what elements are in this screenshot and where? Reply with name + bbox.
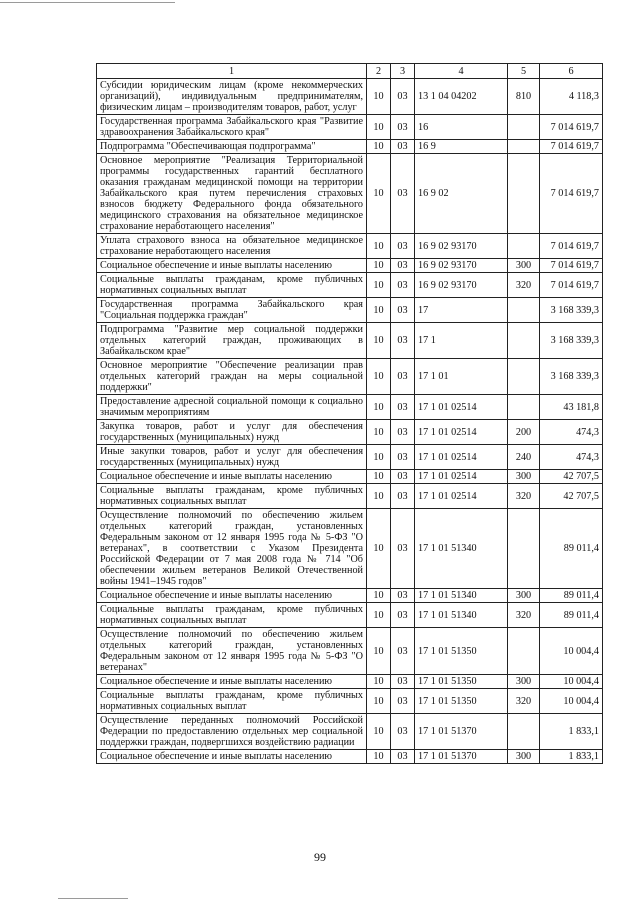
table-row (97, 323, 603, 359)
row-amount: 7 014 619,7 (540, 273, 603, 298)
row-section: 10 (367, 298, 391, 323)
row-section: 10 (367, 420, 391, 445)
row-amount: 7 014 619,7 (540, 115, 603, 140)
row-subsection: 03 (391, 589, 415, 603)
row-target-article: 17 1 01 02514 (415, 395, 508, 420)
row-section: 10 (367, 470, 391, 484)
row-amount: 89 011,4 (540, 589, 603, 603)
row-section: 10 (367, 154, 391, 234)
row-subsection: 03 (391, 273, 415, 298)
row-section: 10 (367, 234, 391, 259)
table-body (97, 79, 603, 764)
row-section: 10 (367, 79, 391, 115)
column-header-5: 5 (508, 64, 540, 79)
row-name: Социальное обеспечение и иные выплаты населению (97, 259, 367, 273)
row-amount: 474,3 (540, 445, 603, 470)
footnote-separator-line (58, 898, 128, 899)
row-subsection: 03 (391, 323, 415, 359)
table-row (97, 79, 603, 115)
row-subsection: 03 (391, 675, 415, 689)
table-header-row (97, 64, 603, 79)
row-subsection: 03 (391, 484, 415, 509)
table-row (97, 115, 603, 140)
row-amount: 43 181,8 (540, 395, 603, 420)
row-amount: 7 014 619,7 (540, 154, 603, 234)
row-name: Социальное обеспечение и иные выплаты населению (97, 750, 367, 764)
row-subsection: 03 (391, 445, 415, 470)
row-amount: 3 168 339,3 (540, 298, 603, 323)
row-amount: 42 707,5 (540, 484, 603, 509)
row-section: 10 (367, 628, 391, 675)
row-subsection: 03 (391, 603, 415, 628)
page-number: 99 (314, 850, 326, 864)
row-expense-type: 300 (508, 675, 540, 689)
row-target-article: 17 1 01 02514 (415, 470, 508, 484)
row-section: 10 (367, 589, 391, 603)
row-target-article: 17 1 01 51340 (415, 509, 508, 589)
row-section: 10 (367, 140, 391, 154)
row-expense-type: 300 (508, 470, 540, 484)
row-target-article: 17 1 01 51350 (415, 675, 508, 689)
row-expense-type (508, 359, 540, 395)
table-row (97, 509, 603, 589)
row-amount: 7 014 619,7 (540, 140, 603, 154)
row-amount: 7 014 619,7 (540, 234, 603, 259)
row-section: 10 (367, 714, 391, 750)
row-expense-type: 300 (508, 589, 540, 603)
row-expense-type (508, 115, 540, 140)
row-section: 10 (367, 445, 391, 470)
table-row (97, 395, 603, 420)
row-section: 10 (367, 273, 391, 298)
row-expense-type (508, 140, 540, 154)
row-expense-type (508, 509, 540, 589)
table-row (97, 259, 603, 273)
row-amount: 89 011,4 (540, 509, 603, 589)
row-target-article: 17 1 01 02514 (415, 420, 508, 445)
row-name: Субсидии юридическим лицам (кроме некоммерческих организаций), индивидуальным предпринимателям, физическим лицам – производителям товаров, работ, услуг (97, 79, 367, 115)
table-row (97, 359, 603, 395)
row-name: Социальное обеспечение и иные выплаты населению (97, 589, 367, 603)
row-target-article: 17 1 01 51370 (415, 714, 508, 750)
row-expense-type (508, 395, 540, 420)
row-expense-type: 300 (508, 750, 540, 764)
row-target-article: 17 1 (415, 323, 508, 359)
row-section: 10 (367, 509, 391, 589)
row-target-article: 17 1 01 51340 (415, 589, 508, 603)
table-row (97, 420, 603, 445)
row-subsection: 03 (391, 234, 415, 259)
row-name: Социальные выплаты гражданам, кроме публичных нормативных социальных выплат (97, 689, 367, 714)
row-expense-type (508, 298, 540, 323)
row-expense-type (508, 323, 540, 359)
row-expense-type (508, 714, 540, 750)
table-row (97, 628, 603, 675)
row-section: 10 (367, 395, 391, 420)
row-name: Социальное обеспечение и иные выплаты населению (97, 675, 367, 689)
row-target-article: 17 1 01 51350 (415, 628, 508, 675)
row-amount: 89 011,4 (540, 603, 603, 628)
row-subsection: 03 (391, 470, 415, 484)
row-target-article: 17 1 01 51350 (415, 689, 508, 714)
column-header-1: 1 (97, 64, 367, 79)
table-row (97, 714, 603, 750)
row-subsection: 03 (391, 140, 415, 154)
row-target-article: 17 (415, 298, 508, 323)
row-amount: 10 004,4 (540, 689, 603, 714)
row-name: Осуществление полномочий по обеспечению жильем отдельных категорий граждан, установленных Федеральным законом от 12 января 1995 года № 5-ФЗ "О ветеранах" (97, 628, 367, 675)
row-subsection: 03 (391, 509, 415, 589)
row-expense-type: 320 (508, 689, 540, 714)
row-expense-type: 320 (508, 484, 540, 509)
row-section: 10 (367, 689, 391, 714)
row-target-article: 17 1 01 02514 (415, 484, 508, 509)
row-name: Подпрограмма "Развитие мер социальной поддержки отдельных категорий граждан, проживающих в Забайкальском крае" (97, 323, 367, 359)
table-row (97, 445, 603, 470)
row-name: Иные закупки товаров, работ и услуг для обеспечения государственных (муниципальных) нужд (97, 445, 367, 470)
row-section: 10 (367, 115, 391, 140)
row-target-article: 17 1 01 51370 (415, 750, 508, 764)
row-subsection: 03 (391, 689, 415, 714)
row-expense-type: 200 (508, 420, 540, 445)
row-section: 10 (367, 750, 391, 764)
row-name: Осуществление переданных полномочий Российской Федерации по предоставлению отдельных мер социальной поддержки граждан, подвергшихся воздействию радиации (97, 714, 367, 750)
table-row (97, 140, 603, 154)
row-amount: 3 168 339,3 (540, 359, 603, 395)
row-subsection: 03 (391, 628, 415, 675)
row-name: Социальные выплаты гражданам, кроме публичных нормативных социальных выплат (97, 603, 367, 628)
row-section: 10 (367, 359, 391, 395)
row-target-article: 16 9 (415, 140, 508, 154)
row-expense-type: 240 (508, 445, 540, 470)
row-subsection: 03 (391, 395, 415, 420)
row-target-article: 17 1 01 02514 (415, 445, 508, 470)
row-subsection: 03 (391, 79, 415, 115)
table-row (97, 589, 603, 603)
row-target-article: 16 9 02 93170 (415, 234, 508, 259)
table-row (97, 675, 603, 689)
row-target-article: 16 9 02 (415, 154, 508, 234)
row-name: Основное мероприятие "Реализация Территориальной программы государственных гарантий бесплатного оказания гражданам медицинской помощи на территории Забайкальского края путем перечисления страховых взносов бюджету Федерального фонда обязательного медицинского страхования на обязательное медицинское страхование неработающего населения" (97, 154, 367, 234)
row-amount: 42 707,5 (540, 470, 603, 484)
row-target-article: 17 1 01 51340 (415, 603, 508, 628)
row-section: 10 (367, 603, 391, 628)
row-subsection: 03 (391, 750, 415, 764)
column-header-2: 2 (367, 64, 391, 79)
row-section: 10 (367, 484, 391, 509)
row-target-article: 17 1 01 (415, 359, 508, 395)
row-amount: 3 168 339,3 (540, 323, 603, 359)
row-subsection: 03 (391, 115, 415, 140)
row-subsection: 03 (391, 298, 415, 323)
row-section: 10 (367, 323, 391, 359)
row-amount: 474,3 (540, 420, 603, 445)
row-expense-type (508, 234, 540, 259)
budget-table (96, 63, 603, 764)
row-amount: 10 004,4 (540, 628, 603, 675)
table-row (97, 273, 603, 298)
column-header-3: 3 (391, 64, 415, 79)
column-header-4: 4 (415, 64, 508, 79)
row-subsection: 03 (391, 259, 415, 273)
row-amount: 10 004,4 (540, 675, 603, 689)
row-section: 10 (367, 675, 391, 689)
table-row (97, 234, 603, 259)
scan-edge-line-top (0, 2, 175, 3)
row-expense-type: 810 (508, 79, 540, 115)
table-row (97, 484, 603, 509)
row-expense-type: 320 (508, 603, 540, 628)
table-row (97, 689, 603, 714)
row-target-article: 13 1 04 04202 (415, 79, 508, 115)
column-header-6: 6 (540, 64, 603, 79)
row-subsection: 03 (391, 359, 415, 395)
row-name: Уплата страхового взноса на обязательное медицинское страхование неработающего населения (97, 234, 367, 259)
row-amount: 7 014 619,7 (540, 259, 603, 273)
row-amount: 1 833,1 (540, 750, 603, 764)
row-section: 10 (367, 259, 391, 273)
row-name: Государственная программа Забайкальского края "Социальная поддержка граждан" (97, 298, 367, 323)
row-name: Социальные выплаты гражданам, кроме публичных нормативных социальных выплат (97, 484, 367, 509)
row-target-article: 16 9 02 93170 (415, 259, 508, 273)
table-row (97, 298, 603, 323)
table-row (97, 603, 603, 628)
row-name: Закупка товаров, работ и услуг для обеспечения государственных (муниципальных) нужд (97, 420, 367, 445)
row-target-article: 16 (415, 115, 508, 140)
row-expense-type (508, 154, 540, 234)
row-subsection: 03 (391, 714, 415, 750)
row-amount: 4 118,3 (540, 79, 603, 115)
row-amount: 1 833,1 (540, 714, 603, 750)
row-expense-type: 320 (508, 273, 540, 298)
row-name: Предоставление адресной социальной помощи к социально значимым мероприятиям (97, 395, 367, 420)
row-name: Осуществление полномочий по обеспечению жильем отдельных категорий граждан, установленных Федеральным законом от 12 января 1995 года № 5-ФЗ "О ветеранах", в соответствии с Указом Президента Российской Федерации от 7 мая 2008 года № 714 "Об обеспечении жильем ветеранов Великой Отечественной войны 1941–1945 годов" (97, 509, 367, 589)
row-name: Государственная программа Забайкальского края "Развитие здравоохранения Забайкальского края" (97, 115, 367, 140)
row-expense-type (508, 628, 540, 675)
table-row (97, 154, 603, 234)
row-target-article: 16 9 02 93170 (415, 273, 508, 298)
row-name: Подпрограмма "Обеспечивающая подпрограмма" (97, 140, 367, 154)
row-expense-type: 300 (508, 259, 540, 273)
row-subsection: 03 (391, 420, 415, 445)
row-name: Социальное обеспечение и иные выплаты населению (97, 470, 367, 484)
row-subsection: 03 (391, 154, 415, 234)
row-name: Социальные выплаты гражданам, кроме публичных нормативных социальных выплат (97, 273, 367, 298)
table-row (97, 470, 603, 484)
table-row (97, 750, 603, 764)
row-name: Основное мероприятие "Обеспечение реализации прав отдельных категорий граждан на меры социальной поддержки" (97, 359, 367, 395)
